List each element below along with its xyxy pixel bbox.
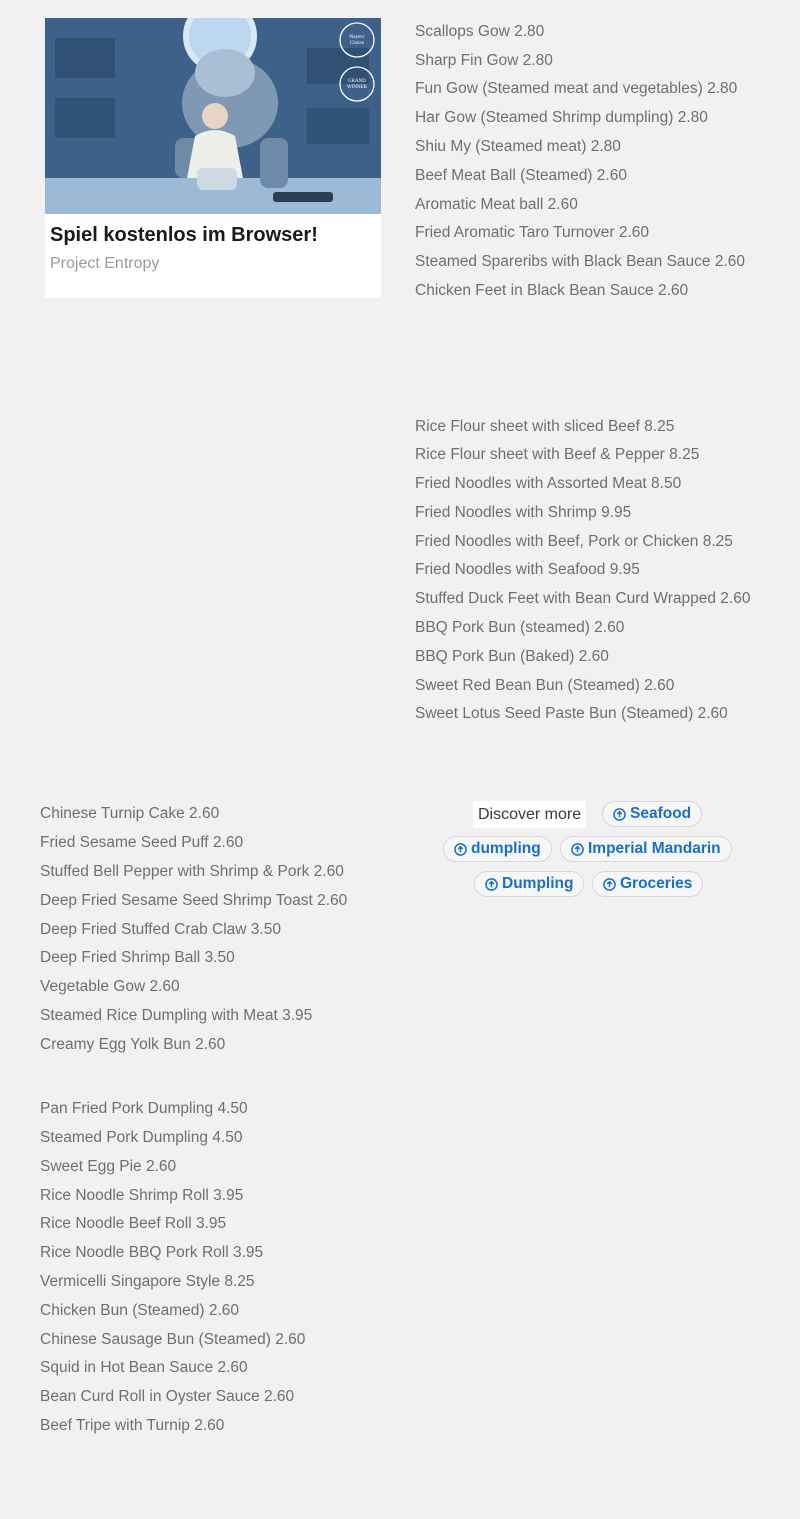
chip-dumpling-2[interactable] <box>474 871 584 897</box>
svg-text:Choice: Choice <box>349 41 365 46</box>
menu-item: Deep Fried Shrimp Ball 3.50 <box>40 949 235 966</box>
chip-label: dumpling <box>471 840 541 857</box>
menu-item: Pan Fried Pork Dumpling 4.50 <box>40 1100 248 1117</box>
chip-label: Groceries <box>620 875 693 892</box>
menu-item: Fried Noodles with Seafood 9.95 <box>415 561 640 578</box>
menu-item: Steamed Pork Dumpling 4.50 <box>40 1129 243 1146</box>
arrow-circle-icon <box>571 843 584 856</box>
arrow-circle-icon <box>454 843 467 856</box>
menu-item: Creamy Egg Yolk Bun 2.60 <box>40 1036 226 1053</box>
menu-item: BBQ Pork Bun (Baked) 2.60 <box>415 648 609 665</box>
menu-item: Stuffed Duck Feet with Bean Curd Wrapped 2.60 <box>415 590 751 607</box>
chip-label: Dumpling <box>502 875 574 892</box>
menu-item: Chinese Sausage Bun (Steamed) 2.60 <box>40 1331 306 1348</box>
menu-item: Rice Noodle Shrimp Roll 3.95 <box>40 1187 244 1204</box>
menu-item: Beef Meat Ball (Steamed) 2.60 <box>415 167 627 184</box>
menu-item: Fried Sesame Seed Puff 2.60 <box>40 834 244 851</box>
menu-item: BBQ Pork Bun (steamed) 2.60 <box>415 619 625 636</box>
menu-item: Chicken Feet in Black Bean Sauce 2.60 <box>415 282 689 299</box>
menu-item: Chicken Bun (Steamed) 2.60 <box>40 1302 240 1319</box>
chip-label: Seafood <box>630 805 692 822</box>
menu-item: Shiu My (Steamed meat) 2.80 <box>415 138 621 155</box>
arrow-circle-icon <box>603 878 616 891</box>
ad-card[interactable] <box>45 18 381 298</box>
menu-item: Chinese Turnip Cake 2.60 <box>40 805 220 822</box>
menu-item: Steamed Spareribs with Black Bean Sauce 2.60 <box>415 253 745 270</box>
chip-seafood[interactable] <box>602 801 702 827</box>
menu-item: Rice Flour sheet with Beef & Pepper 8.25 <box>415 446 700 463</box>
menu-item: Fried Noodles with Assorted Meat 8.50 <box>415 475 682 492</box>
menu-item: Har Gow (Steamed Shrimp dumpling) 2.80 <box>415 109 708 126</box>
ad-title[interactable]: Spiel kostenlos im Browser! <box>50 224 318 246</box>
chip-dumpling[interactable] <box>443 836 552 862</box>
menu-item: Rice Noodle Beef Roll 3.95 <box>40 1215 227 1232</box>
menu-item: Scallops Gow 2.80 <box>415 23 545 40</box>
ad-artwork <box>45 18 381 214</box>
menu-item: Sweet Red Bean Bun (Steamed) 2.60 <box>415 677 675 694</box>
menu-item: Stuffed Bell Pepper with Shrimp & Pork 2.60 <box>40 863 344 880</box>
menu-item: Deep Fried Stuffed Crab Claw 3.50 <box>40 921 281 938</box>
menu-item: Fried Aromatic Taro Turnover 2.60 <box>415 224 650 241</box>
chip-groceries[interactable] <box>592 871 703 897</box>
discover-more-label: Discover more <box>473 801 586 828</box>
menu-item: Fried Noodles with Shrimp 9.95 <box>415 504 632 521</box>
chip-label: Imperial Mandarin <box>588 840 721 857</box>
svg-text:GRAND: GRAND <box>348 79 366 84</box>
svg-text:WINNER: WINNER <box>347 85 367 90</box>
menu-item: Beef Tripe with Turnip 2.60 <box>40 1417 225 1434</box>
chip-imperial-mandarin[interactable] <box>560 836 732 862</box>
menu-item: Squid in Hot Bean Sauce 2.60 <box>40 1359 248 1376</box>
menu-item: Vegetable Gow 2.60 <box>40 978 180 995</box>
menu-item: Deep Fried Sesame Seed Shrimp Toast 2.60 <box>40 892 348 909</box>
menu-item: Fried Noodles with Beef, Pork or Chicken 8.25 <box>415 533 733 550</box>
menu-item: Steamed Rice Dumpling with Meat 3.95 <box>40 1007 313 1024</box>
menu-item: Bean Curd Roll in Oyster Sauce 2.60 <box>40 1388 295 1405</box>
menu-item: Vermicelli Singapore Style 8.25 <box>40 1273 255 1290</box>
menu-item: Rice Flour sheet with sliced Beef 8.25 <box>415 418 675 435</box>
ad-subtitle[interactable]: Project Entropy <box>50 255 160 272</box>
menu-item: Sweet Lotus Seed Paste Bun (Steamed) 2.60 <box>415 705 728 722</box>
ad-image[interactable] <box>45 18 381 214</box>
menu-item: Aromatic Meat ball 2.60 <box>415 196 578 213</box>
menu-item: Fun Gow (Steamed meat and vegetables) 2.80 <box>415 80 738 97</box>
menu-item: Sharp Fin Gow 2.80 <box>415 52 553 69</box>
menu-item: Sweet Egg Pie 2.60 <box>40 1158 177 1175</box>
arrow-circle-icon <box>613 808 626 821</box>
arrow-circle-icon <box>485 878 498 891</box>
svg-text:Players': Players' <box>349 35 365 40</box>
menu-item: Rice Noodle BBQ Pork Roll 3.95 <box>40 1244 264 1261</box>
